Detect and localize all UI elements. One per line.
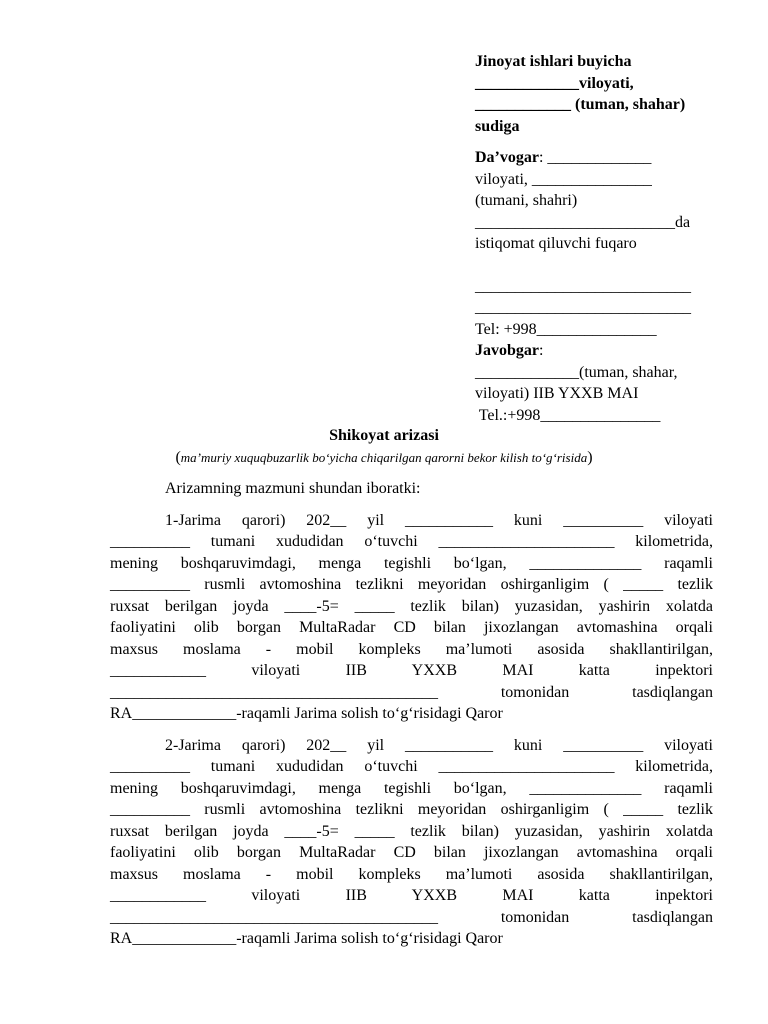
paragraph-line: __________ rusmli avtomoshina tezlikni meyoridan oshirganligim ( _____ tezlik — [110, 576, 713, 593]
subtitle-open-paren: ( — [175, 449, 181, 466]
intro-sentence: Arizamning mazmuni shundan iboratki: — [165, 480, 421, 497]
paragraph-line: ruxsat berilgan joyda ____-5= _____ tezlik bilan) yuzasidan, yashirin xolatda — [110, 597, 713, 615]
plaintiff-line-4: _________________________da — [475, 213, 691, 231]
plaintiff-line-6: ___________________________ — [475, 277, 691, 295]
court-line-4: sudiga — [475, 117, 520, 135]
paragraph-line: RA_____________-raqamli Jarima solish to‘g‘risidagi Qaror — [110, 930, 503, 947]
defendant-tel: Tel.:+998_______________ — [475, 406, 661, 424]
paragraph-line: faoliyatini olib borgan MultaRadar CD bilan jixozlangan avtomashina orqali — [110, 619, 713, 636]
defendant-label: Javobgar — [475, 342, 539, 359]
paragraph-line: mening boshqaruvimdagi, menga tegishli bo‘lgan, ______________ raqamli — [110, 779, 713, 797]
spacer — [475, 255, 725, 276]
court-line-3: ____________ (tuman, shahar) — [475, 96, 686, 113]
document-body — [110, 478, 713, 960]
spacer — [475, 137, 725, 147]
plaintiff-line-1-rest: : _____________ — [538, 149, 652, 166]
paragraph-line: 1-Jarima qarori) 202__ yil ___________ kuni __________ viloyati — [165, 511, 713, 529]
paragraph-line: maxsus moslama - mobil kompleks ma’lumoti asosida shakllantirilgan, — [110, 640, 713, 658]
paragraph-line: __________ tumani xududidan o‘tuvchi ______________________ kilometrida, — [110, 533, 713, 550]
paragraph-line: __________ rusmli avtomoshina tezlikni meyoridan oshirganligim ( _____ tezlik — [110, 801, 713, 818]
defendant-line-0 — [475, 340, 725, 362]
addressee-block — [475, 51, 725, 426]
plaintiff-line-2: viloyati, _______________ — [475, 170, 652, 188]
paragraph-line: ruxsat berilgan joyda ____-5= _____ tezlik bilan) yuzasidan, yashirin xolatda — [110, 822, 713, 840]
penalty-paragraph-2 — [110, 735, 713, 950]
paragraph-line: ____________ viloyati IIB YXXB MAI katta inpektori — [110, 887, 713, 904]
plaintiff-tel: Tel: +998_______________ — [475, 320, 657, 338]
paragraph-line: faoliyatini olib borgan MultaRadar CD bilan jixozlangan avtomashina orqali — [110, 844, 713, 861]
paragraph-line: RA_____________-raqamli Jarima solish to‘g‘risidagi Qaror — [110, 705, 503, 722]
defendant-line-2: viloyati) IIB YXXB MAI — [475, 385, 639, 402]
paragraph-line: _________________________________________ tomonidan tasdiqlangan — [110, 908, 713, 926]
defendant-line-1: _____________(tuman, shahar, — [475, 363, 678, 381]
court-line-2: _____________viloyati, — [475, 74, 634, 92]
document-title: Shikoyat arizasi — [329, 427, 439, 444]
subtitle-text: ma’muriy xuquqbuzarlik bo‘yicha chiqarilgan qarorni bekor kilish to‘g‘risida — [180, 450, 588, 465]
paragraph-line: 2-Jarima qarori) 202__ yil ___________ kuni __________ viloyati — [165, 736, 713, 754]
document-subtitle — [0, 447, 768, 469]
paragraph-line: _________________________________________ tomonidan tasdiqlangan — [110, 683, 713, 701]
paragraph-line: __________ tumani xududidan o‘tuvchi ______________________ kilometrida, — [110, 758, 713, 775]
plaintiff-line-1 — [475, 147, 725, 169]
plaintiff-line-7: ___________________________ — [475, 299, 691, 316]
court-line-1: Jinoyat ishlari buyicha — [475, 53, 632, 70]
plaintiff-line-5: istiqomat qiluvchi fuqaro — [475, 235, 637, 252]
paragraph-line: maxsus moslama - mobil kompleks ma’lumoti asosida shakllantirilgan, — [110, 865, 713, 883]
defendant-colon: : — [539, 342, 544, 359]
plaintiff-line-3: (tumani, shahri) — [475, 192, 578, 209]
paragraph-line: ____________ viloyati IIB YXXB MAI katta inpektori — [110, 662, 713, 679]
paragraph-line: mening boshqaruvimdagi, menga tegishli bo‘lgan, ______________ raqamli — [110, 554, 713, 572]
plaintiff-label: Da’vogar — [475, 149, 539, 166]
subtitle-close-paren: ) — [587, 449, 593, 466]
penalty-paragraph-1 — [110, 510, 713, 725]
